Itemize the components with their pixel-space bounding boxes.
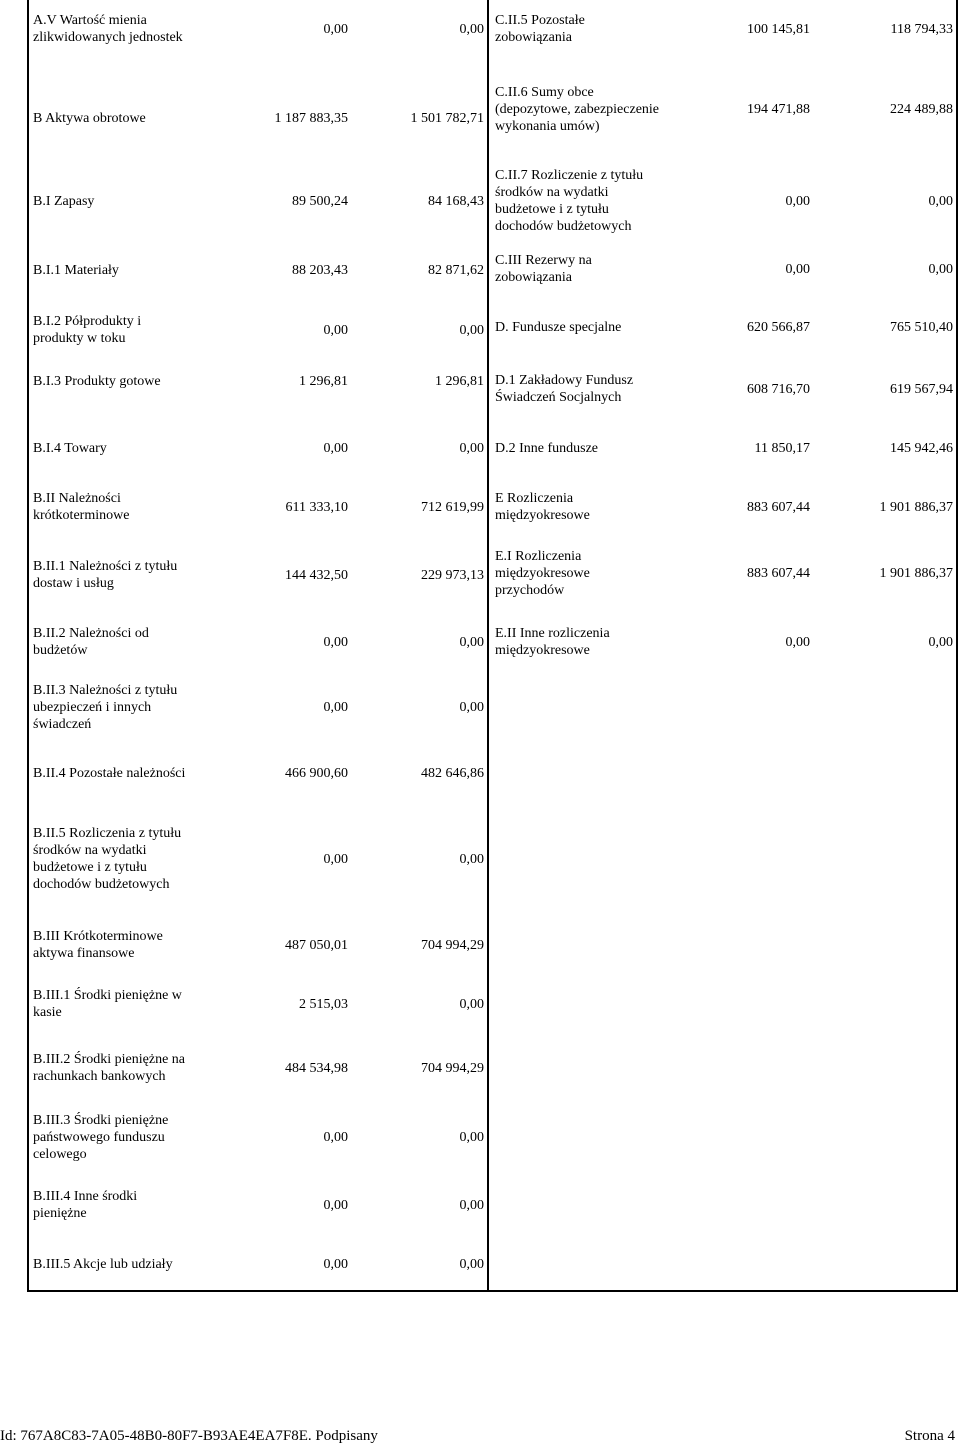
asset-row-label: B.II.3 Należności z tytułu ubezpieczeń i innych świadczeń bbox=[33, 683, 178, 732]
asset-row-label: B.II.5 Rozliczenia z tytułu środków na wydatki budżetowe i z tytułu dochodów budżetowych bbox=[33, 826, 182, 892]
asset-value-start: 0,00 bbox=[323, 21, 348, 37]
liability-value-end: 765 510,40 bbox=[890, 320, 953, 335]
asset-row-label: B.I Zapasy bbox=[33, 194, 95, 209]
asset-value-end: 0,00 bbox=[459, 441, 484, 456]
asset-value-start: 0,00 bbox=[323, 851, 348, 867]
asset-value-start: 89 500,24 bbox=[292, 194, 348, 209]
asset-value-end: 0,00 bbox=[459, 700, 484, 715]
liability-value-start: 194 471,88 bbox=[747, 102, 810, 117]
asset-value-end: 84 168,43 bbox=[428, 194, 484, 209]
asset-value-end: 0,00 bbox=[459, 1130, 484, 1145]
liability-row-label: D.2 Inne fundusze bbox=[495, 441, 599, 456]
asset-value-start: 466 900,60 bbox=[285, 766, 348, 781]
asset-row-label: B.III.2 Środki pieniężne na rachunkach bankowych bbox=[33, 1052, 186, 1084]
liability-value-end: 224 489,88 bbox=[890, 102, 953, 117]
liability-row-label: E.II Inne rozliczenia międzyokresowe bbox=[495, 626, 610, 658]
asset-row-label: B.II Należności krótkoterminowe bbox=[33, 491, 130, 523]
liability-value-start: 0,00 bbox=[785, 634, 810, 650]
asset-row-label: B.II.2 Należności od budżetów bbox=[33, 626, 149, 658]
asset-value-end: 82 871,62 bbox=[428, 263, 484, 278]
liability-row-label: C.II.7 Rozliczenie z tytułu środków na wydatki budżetowe i z tytułu dochodów budżetowych bbox=[495, 168, 644, 234]
asset-row-label: B.III Krótkoterminowe aktywa finansowe bbox=[33, 929, 163, 961]
document-id: Id: 767A8C83-7A05-48B0-80F7-B93AE4EA7F8E. Podpisany bbox=[0, 1428, 378, 1444]
liability-value-end: 619 567,94 bbox=[890, 381, 953, 397]
asset-value-end: 0,00 bbox=[459, 996, 484, 1012]
asset-row-label: B Aktywa obrotowe bbox=[33, 111, 146, 126]
liability-value-end: 0,00 bbox=[928, 193, 953, 209]
asset-row-label: B.III.5 Akcje lub udziały bbox=[33, 1257, 173, 1272]
liability-value-end: 0,00 bbox=[928, 261, 953, 277]
liability-value-start: 0,00 bbox=[785, 193, 810, 209]
liability-row-label: E.I Rozliczenia międzyokresowe przychodów bbox=[495, 549, 590, 598]
liability-row-label: D. Fundusze specjalne bbox=[495, 320, 622, 335]
asset-value-end: 704 994,29 bbox=[421, 937, 484, 953]
liability-row-label: D.1 Zakładowy Fundusz Świadczeń Socjalnych bbox=[495, 373, 634, 405]
liability-value-end: 0,00 bbox=[928, 634, 953, 650]
liability-value-start: 883 607,44 bbox=[747, 499, 810, 515]
asset-value-end: 1 501 782,71 bbox=[410, 111, 484, 126]
asset-row-label: B.III.4 Inne środki pieniężne bbox=[33, 1189, 138, 1221]
asset-value-end: 229 973,13 bbox=[421, 567, 484, 583]
asset-row-label: A.V Wartość mienia zlikwidowanych jednostek bbox=[33, 13, 183, 45]
asset-value-start: 0,00 bbox=[323, 1130, 348, 1145]
asset-value-start: 0,00 bbox=[323, 634, 348, 650]
asset-value-start: 1 187 883,35 bbox=[274, 111, 348, 126]
liability-value-start: 883 607,44 bbox=[747, 566, 810, 581]
liability-value-end: 1 901 886,37 bbox=[879, 566, 953, 581]
liability-value-start: 620 566,87 bbox=[747, 320, 810, 335]
column-divider bbox=[487, 0, 489, 1292]
liability-value-start: 100 145,81 bbox=[747, 21, 810, 37]
asset-value-start: 484 534,98 bbox=[285, 1060, 348, 1076]
asset-value-end: 704 994,29 bbox=[421, 1060, 484, 1076]
liability-row-label: C.II.5 Pozostałe zobowiązania bbox=[495, 13, 585, 45]
liability-value-start: 608 716,70 bbox=[747, 381, 810, 397]
asset-row-label: B.III.3 Środki pieniężne państwowego funduszu celowego bbox=[33, 1113, 169, 1162]
liability-value-start: 0,00 bbox=[785, 261, 810, 277]
asset-value-start: 1 296,81 bbox=[299, 374, 348, 389]
asset-value-start: 0,00 bbox=[323, 700, 348, 715]
asset-value-start: 2 515,03 bbox=[299, 996, 348, 1012]
asset-value-start: 144 432,50 bbox=[285, 567, 348, 583]
asset-row-label: B.I.4 Towary bbox=[33, 441, 107, 456]
asset-row-label: B.I.1 Materiały bbox=[33, 263, 119, 278]
asset-value-start: 0,00 bbox=[323, 441, 348, 456]
liability-row-label: C.II.6 Sumy obce (depozytowe, zabezpieczenie wykonania umów) bbox=[495, 85, 660, 134]
asset-value-start: 88 203,43 bbox=[292, 263, 348, 278]
asset-value-end: 0,00 bbox=[459, 322, 484, 338]
asset-row-label: B.I.2 Półprodukty i produkty w toku bbox=[33, 314, 142, 346]
asset-value-end: 0,00 bbox=[459, 1197, 484, 1213]
asset-row-label: B.III.1 Środki pieniężne w kasie bbox=[33, 988, 182, 1020]
asset-value-end: 712 619,99 bbox=[421, 499, 484, 515]
liability-value-start: 11 850,17 bbox=[754, 441, 810, 456]
page-number: Strona 4 bbox=[904, 1428, 955, 1444]
asset-row-label: B.II.4 Pozostałe należności bbox=[33, 766, 186, 781]
asset-value-start: 487 050,01 bbox=[285, 937, 348, 953]
liability-row-label: E Rozliczenia międzyokresowe bbox=[495, 491, 590, 523]
asset-value-end: 0,00 bbox=[459, 1257, 484, 1272]
asset-value-end: 0,00 bbox=[459, 634, 484, 650]
asset-value-start: 0,00 bbox=[323, 1197, 348, 1213]
liability-value-end: 145 942,46 bbox=[890, 441, 953, 456]
asset-value-start: 0,00 bbox=[323, 1257, 348, 1272]
asset-value-end: 0,00 bbox=[459, 21, 484, 37]
asset-value-start: 611 333,10 bbox=[285, 499, 348, 515]
asset-value-start: 0,00 bbox=[323, 322, 348, 338]
asset-row-label: B.II.1 Należności z tytułu dostaw i usług bbox=[33, 559, 178, 591]
liability-value-end: 118 794,33 bbox=[890, 21, 953, 37]
asset-value-end: 482 646,86 bbox=[421, 766, 484, 781]
asset-row-label: B.I.3 Produkty gotowe bbox=[33, 374, 161, 389]
liability-row-label: C.III Rezerwy na zobowiązania bbox=[495, 253, 592, 285]
asset-value-end: 0,00 bbox=[459, 851, 484, 867]
liability-value-end: 1 901 886,37 bbox=[879, 499, 953, 515]
asset-value-end: 1 296,81 bbox=[435, 374, 484, 389]
